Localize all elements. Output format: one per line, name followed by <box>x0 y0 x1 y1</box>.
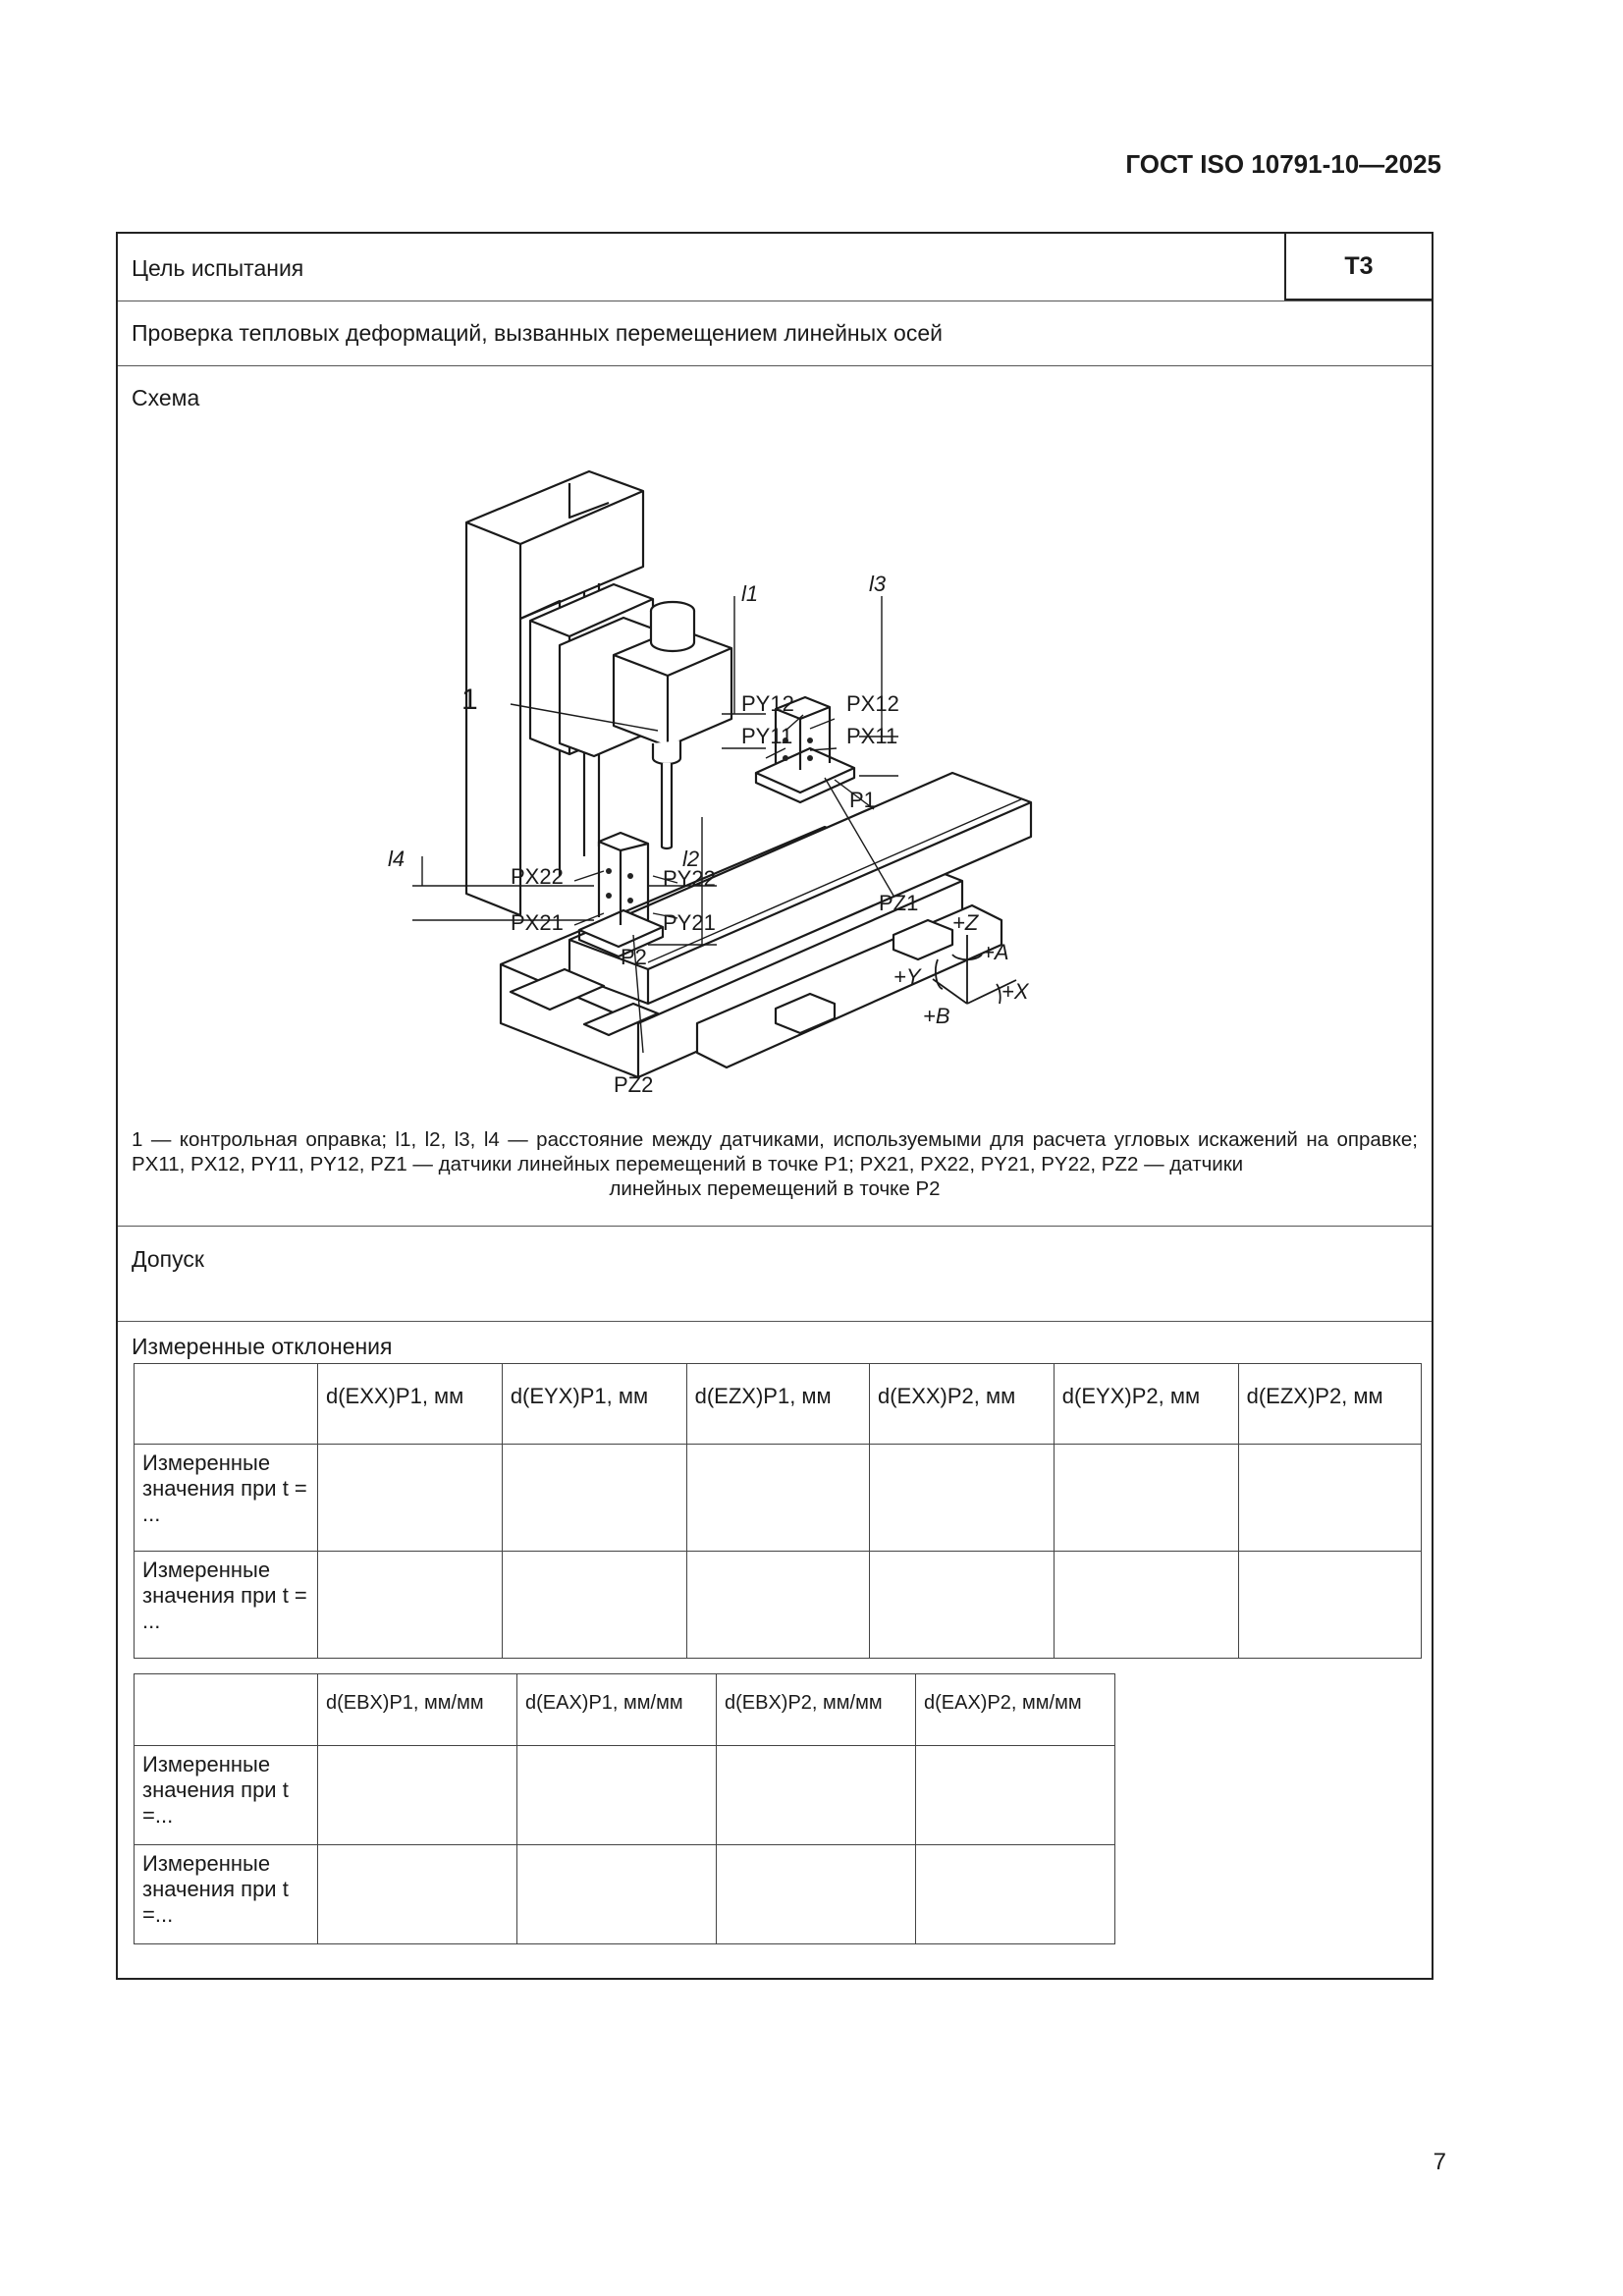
legend-line-2: линейных перемещений в точке P2 <box>609 1177 941 1200</box>
value-cell[interactable] <box>916 1746 1115 1845</box>
value-cell[interactable] <box>318 1552 503 1659</box>
table1-header: d(EYX)P1, мм <box>502 1364 686 1445</box>
value-cell[interactable] <box>717 1845 916 1944</box>
table2-header: d(EBX)P1, мм/мм <box>318 1674 517 1746</box>
table2-header: d(EAX)P1, мм/мм <box>517 1674 717 1746</box>
axis-a-label: +A <box>982 940 1009 964</box>
value-cell[interactable] <box>869 1552 1054 1659</box>
axis-b-label: +B <box>923 1004 950 1028</box>
purpose-text-row <box>118 301 1432 366</box>
value-cell[interactable] <box>318 1845 517 1944</box>
purpose-label: Цель испытания <box>132 255 304 281</box>
value-cell[interactable] <box>869 1445 1054 1552</box>
measured-label: Измеренные отклонения <box>132 1334 393 1359</box>
row-label: Измеренные значения при t =... <box>135 1746 318 1845</box>
table1-header-row <box>135 1364 1422 1445</box>
table2-header: d(EBX)P2, мм/мм <box>717 1674 916 1746</box>
axis-y-label: +Y <box>893 964 921 989</box>
value-cell[interactable] <box>916 1845 1115 1944</box>
table1-header: d(EXX)P1, мм <box>318 1364 503 1445</box>
label-py22: PY22 <box>663 866 716 891</box>
value-cell[interactable] <box>318 1445 503 1552</box>
table1-header: d(EYX)P2, мм <box>1054 1364 1238 1445</box>
label-py12: PY12 <box>741 691 794 716</box>
machine-diagram <box>363 424 1325 1151</box>
label-px22: PX22 <box>511 864 564 889</box>
value-cell[interactable] <box>1238 1445 1421 1552</box>
axis-x-label: +X <box>1001 979 1029 1004</box>
label-pz1: PZ1 <box>879 891 919 915</box>
scheme-label: Схема <box>132 385 200 410</box>
table2-header: d(EAX)P2, мм/мм <box>916 1674 1115 1746</box>
axis-z-label: +Z <box>952 910 979 935</box>
label-pz2: PZ2 <box>614 1072 654 1097</box>
label-l1: l1 <box>741 581 759 606</box>
page-number: 7 <box>1433 2149 1446 2175</box>
table2-header-row <box>135 1674 1115 1746</box>
table1-corner <box>135 1364 318 1445</box>
row-label: Измеренные значения при t = ... <box>135 1552 318 1659</box>
label-l2: l2 <box>682 847 700 871</box>
label-l4: l4 <box>388 847 406 871</box>
value-cell[interactable] <box>1238 1552 1421 1659</box>
label-p2: P2 <box>621 945 647 969</box>
value-cell[interactable] <box>318 1746 517 1845</box>
value-cell[interactable] <box>717 1746 916 1845</box>
purpose-text: Проверка тепловых деформаций, вызванных перемещением линейных осей <box>132 320 943 346</box>
scheme-section <box>118 365 1432 1227</box>
value-cell[interactable] <box>686 1445 869 1552</box>
value-cell[interactable] <box>502 1445 686 1552</box>
table-row <box>135 1445 1422 1552</box>
value-cell[interactable] <box>1054 1445 1238 1552</box>
value-cell[interactable] <box>517 1845 717 1944</box>
callout-1: 1 <box>461 683 478 716</box>
value-cell[interactable] <box>686 1552 869 1659</box>
value-cell[interactable] <box>517 1746 717 1845</box>
table-row <box>135 1552 1422 1659</box>
table1-header: d(EXX)P2, мм <box>869 1364 1054 1445</box>
label-p1: P1 <box>849 788 876 812</box>
table-row <box>135 1746 1115 1845</box>
table2-corner <box>135 1674 318 1746</box>
legend-line-1: 1 — контрольная оправка; l1, l2, l3, l4 — расстояние между датчиками, используемыми для расчета угловых искажений на оправке; PX11, PX12, PY11, PY12, PZ1 — датчики линейных перемещений в точке P1; PX21, PX22, PY21, PY22, PZ2 — датчики <box>132 1128 1418 1175</box>
row-label: Измеренные значения при t =... <box>135 1845 318 1944</box>
label-px11: PX11 <box>846 724 898 748</box>
test-code: Т3 <box>1284 234 1432 301</box>
label-px21: PX21 <box>511 910 564 935</box>
deviation-table-2 <box>134 1673 1115 1944</box>
standard-header: ГОСТ ISO 10791-10—2025 <box>1125 149 1441 179</box>
tolerance-row <box>118 1226 1432 1322</box>
deviation-table-1 <box>134 1363 1422 1659</box>
row-label: Измеренные значения при t = ... <box>135 1445 318 1552</box>
label-py21: PY21 <box>663 910 716 935</box>
label-px12: PX12 <box>846 691 899 716</box>
legend-text <box>132 1127 1418 1201</box>
label-l3: l3 <box>869 572 887 596</box>
label-py11: PY11 <box>741 724 793 748</box>
tolerance-label: Допуск <box>132 1246 204 1272</box>
value-cell[interactable] <box>1054 1552 1238 1659</box>
test-sheet <box>116 232 1434 1980</box>
table-row <box>135 1845 1115 1944</box>
table1-header: d(EZX)P2, мм <box>1238 1364 1421 1445</box>
value-cell[interactable] <box>502 1552 686 1659</box>
table1-header: d(EZX)P1, мм <box>686 1364 869 1445</box>
purpose-row <box>118 234 1432 301</box>
